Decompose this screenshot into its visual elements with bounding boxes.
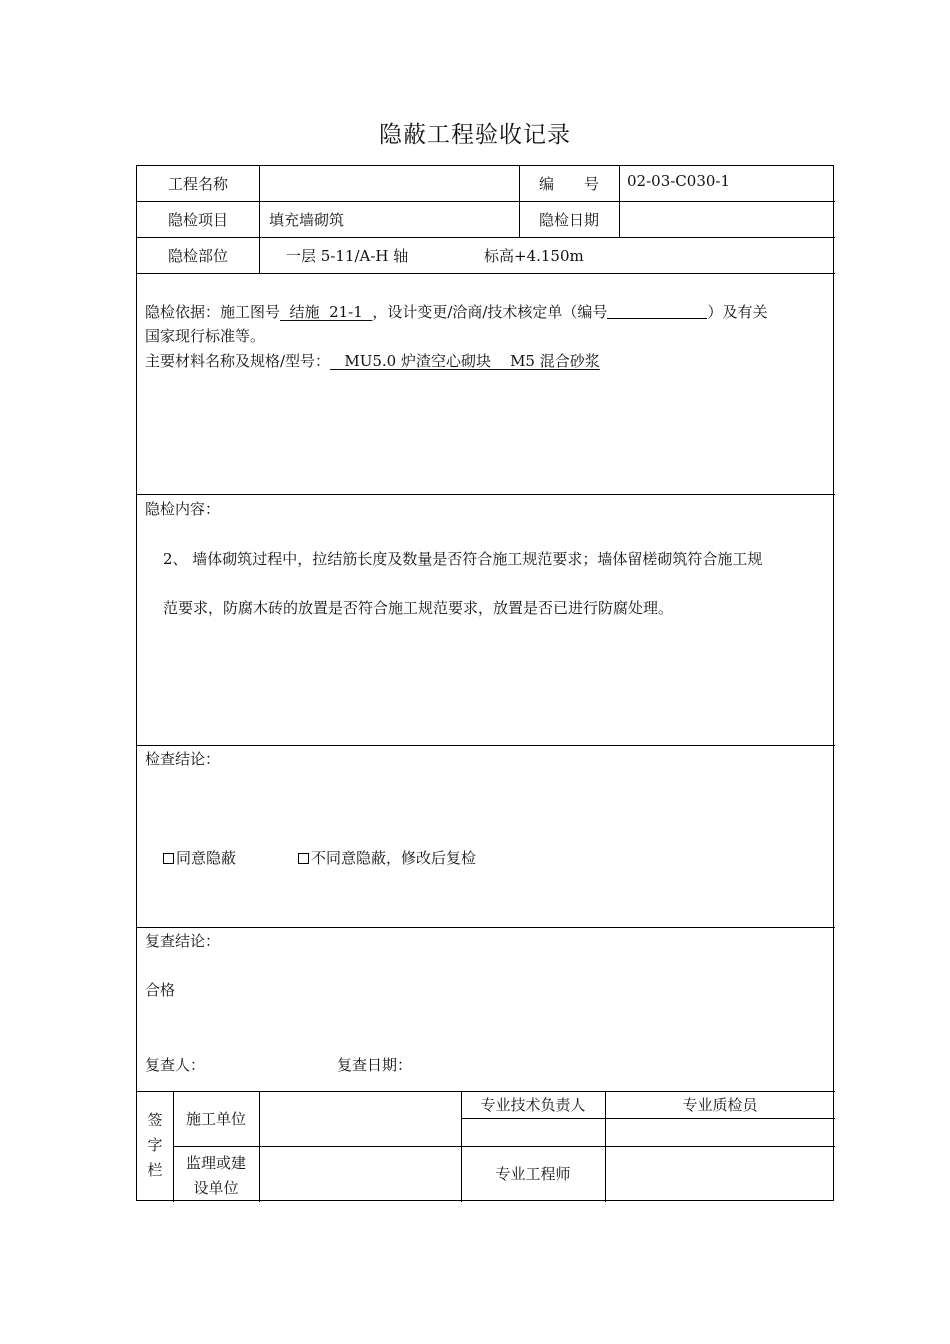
- engineer-label: 专业工程师: [495, 1165, 571, 1183]
- row-divider: [137, 273, 835, 274]
- elevation-value[interactable]: 标高+4.150m: [484, 247, 584, 265]
- basis-line2: 国家现行标准等。: [145, 327, 266, 345]
- number-value[interactable]: 02-03-C030-1: [627, 172, 731, 190]
- basis-middle: ，设计变更/洽商/技术核定单（编号: [372, 303, 608, 321]
- date-label: 隐检日期: [538, 211, 599, 229]
- disagree-option[interactable]: 不同意隐蔽，修改后复检: [298, 848, 476, 868]
- location-label: 隐检部位: [167, 247, 228, 265]
- row-divider: [137, 927, 835, 928]
- agree-option[interactable]: 同意隐蔽: [163, 848, 236, 868]
- content-line1: 2、 墙体砌筑过程中，拉结筋长度及数量是否符合施工规范要求；墙体留槎砌筑符合施工规: [163, 550, 763, 568]
- signature-section-label: 签字栏: [147, 1111, 163, 1179]
- checkbox-icon[interactable]: [298, 853, 309, 864]
- construction-unit-label: 施工单位: [185, 1110, 246, 1128]
- page-title: 隐蔽工程验收记录: [379, 122, 571, 148]
- materials-label: 主要材料名称及规格/型号：: [145, 352, 331, 370]
- row-divider: [461, 1118, 835, 1119]
- project-name-label: 工程名称: [167, 175, 228, 193]
- basis-prefix: 隐检依据：施工图号: [145, 303, 281, 321]
- row-divider: [173, 1146, 835, 1147]
- conclusion-label: 检查结论：: [145, 750, 221, 768]
- content-label: 隐检内容：: [145, 500, 221, 518]
- drawing-number[interactable]: 结施 21-1: [280, 303, 373, 321]
- location-value[interactable]: 一层 5-11/A-H 轴: [286, 247, 409, 265]
- basis-suffix: ）及有关: [707, 303, 768, 321]
- basis-line1: [145, 302, 767, 322]
- col-divider: [173, 1091, 174, 1202]
- col-divider: [619, 166, 620, 237]
- item-label: 隐检项目: [167, 211, 228, 229]
- col-divider: [259, 166, 260, 273]
- materials-line: [145, 351, 600, 371]
- row-divider: [137, 237, 835, 238]
- materials-value[interactable]: MU5.0 炉渣空心砌块 M5 混合砂浆: [330, 352, 600, 370]
- recheck-person-label: 复查人：: [145, 1056, 206, 1074]
- quality-inspector-label: 专业质检员: [682, 1096, 758, 1114]
- recheck-result[interactable]: 合格: [145, 981, 176, 999]
- content-line2: 范要求，防腐木砖的放置是否符合施工规范要求，放置是否已进行防腐处理。: [163, 599, 674, 617]
- change-order-number-blank[interactable]: [607, 304, 707, 319]
- recheck-date-label: 复查日期：: [337, 1056, 413, 1074]
- checkbox-icon[interactable]: [163, 853, 174, 864]
- row-divider: [137, 1091, 835, 1092]
- supervision-unit-label: 监理或建设单位: [185, 1154, 246, 1197]
- tech-leader-label: 专业技术负责人: [480, 1096, 586, 1114]
- col-divider: [259, 1091, 260, 1202]
- row-divider: [137, 201, 835, 202]
- recheck-label: 复查结论：: [145, 932, 221, 950]
- number-label: 编 号: [538, 175, 599, 193]
- item-value[interactable]: 填充墙砌筑: [269, 211, 345, 229]
- inspection-form: [136, 165, 834, 1201]
- row-divider: [137, 745, 835, 746]
- row-divider: [137, 494, 835, 495]
